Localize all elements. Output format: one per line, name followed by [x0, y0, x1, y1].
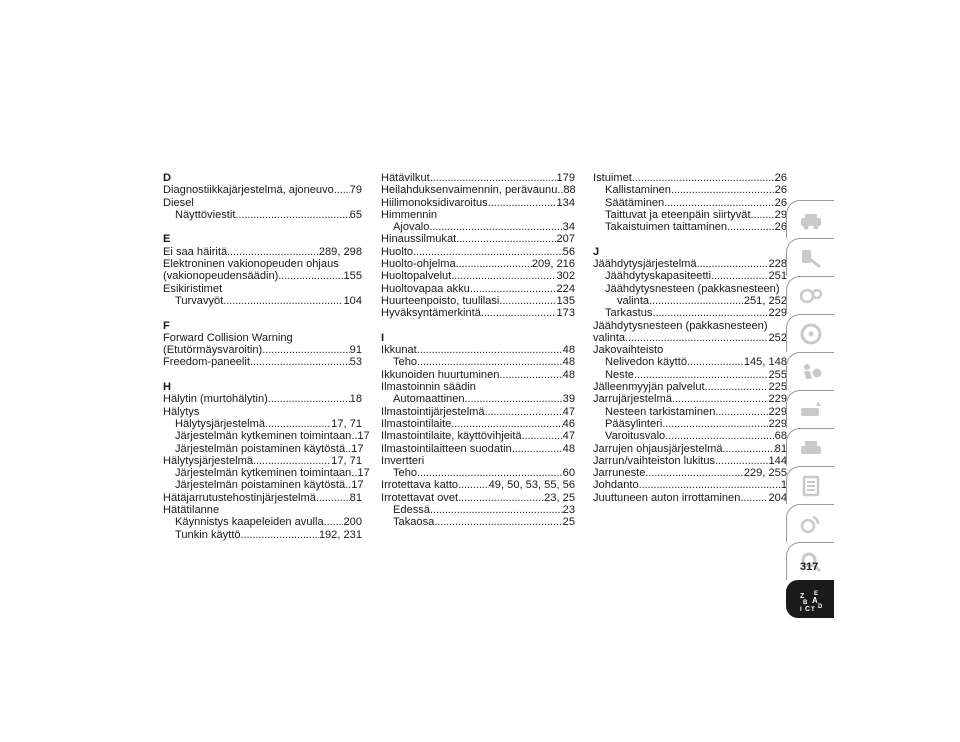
index-entry[interactable]: Ilmastointilaite, käyttövihjeitä . . . 47 [381, 430, 575, 442]
index-entry[interactable]: Jälleenmyyjän palvelut . . . 225 [593, 381, 787, 393]
index-subentry[interactable]: Järjestelmän poistaminen käytöstä . . . 17 [163, 443, 362, 455]
index-entry[interactable]: Ilmastointijärjestelmä . . . 47 [381, 406, 575, 418]
index-entry[interactable]: Hätävilkut . . . 179 [381, 172, 575, 184]
index-entry[interactable]: Diagnostiikkajärjestelmä, ajoneuvo . . . 79 [163, 184, 362, 196]
steering-wheel-icon [798, 321, 824, 347]
multimedia-icon [798, 511, 824, 537]
index-entry[interactable]: Heilahduksenvaimennin, perävaunu . . . 88 [381, 184, 575, 196]
index-subentry[interactable]: Hälytysjärjestelmä . . . 17, 71 [163, 418, 362, 430]
index-entry[interactable]: Hinaussilmukat . . . 207 [381, 233, 575, 245]
index-entry[interactable]: Hälytysjärjestelmä . . . 17, 71 [163, 455, 362, 467]
index-subentry[interactable]: Teho . . . 60 [381, 467, 575, 479]
index-entry[interactable]: Irrotettava katto . . . 49, 50, 53, 55, 56 [381, 479, 575, 491]
index-entry: Hälytys [163, 405, 200, 418]
index-icon [798, 587, 824, 613]
index-entry: Forward Collision Warning [163, 331, 293, 344]
index-subentry[interactable]: Tunkin käyttö . . . 192, 231 [163, 529, 362, 541]
index-letter-e: E [813, 590, 818, 597]
chapter-tab-service[interactable] [786, 428, 834, 466]
index-entry[interactable]: Irrotettavat ovet . . . 23, 25 [381, 492, 575, 504]
chapter-tab-keys[interactable] [786, 238, 834, 276]
index-entry[interactable]: Istuimet . . . 26 [593, 172, 787, 184]
index-subentry[interactable]: Automaattinen . . . 39 [381, 393, 575, 405]
index-entry[interactable]: Johdanto . . . 1 [593, 479, 787, 491]
index-subentry[interactable]: Edessä . . . 23 [381, 504, 575, 516]
index-subentry[interactable]: Takaistuimen taittaminen . . . 26 [593, 221, 787, 233]
section-letter: F [163, 319, 170, 332]
index-subentry[interactable]: Näyttöviestit . . . 65 [163, 209, 362, 221]
index-entry: Jäähdytysnesteen (pakkasnesteen) [593, 319, 768, 332]
index-entry[interactable]: Jarrun/vaihteiston lukitus . . . 144 [593, 455, 787, 467]
chapter-tab-index[interactable] [786, 580, 834, 618]
index-entry[interactable]: Jarruneste . . . 229, 255 [593, 467, 787, 479]
car-key-icon [798, 245, 824, 271]
service-car-icon [798, 435, 824, 461]
gauge-icon [798, 283, 824, 309]
index-entry: Jakovaihteisto [593, 344, 664, 357]
chapter-tab-safety[interactable] [786, 352, 834, 390]
index-letter-b: B [802, 599, 807, 606]
index-entry[interactable]: Jarrujärjestelmä . . . 229 [593, 393, 787, 405]
airbag-icon [798, 359, 824, 385]
index-subentry[interactable]: Järjestelmän kytkeminen toimintaan . . . 17 [163, 430, 362, 442]
index-entry[interactable]: Jäähdytysjärjestelmä . . . 228 [593, 258, 787, 270]
index-entry[interactable]: Jarrujen ohjausjärjestelmä . . . 81 [593, 443, 787, 455]
index-subentry[interactable]: Teho . . . 48 [381, 356, 575, 368]
index-column-1 [163, 172, 370, 541]
index-subentry[interactable]: Nesteen tarkistaminen . . . 229 [593, 406, 787, 418]
index-subentry[interactable]: Nelivedon käyttö . . . 145, 148 [593, 356, 787, 368]
index-letter-t: T [810, 606, 815, 613]
index-subentry[interactable]: Ajovalo . . . 34 [381, 221, 575, 233]
index-subentry[interactable]: Neste . . . 255 [593, 369, 787, 381]
index-subentry[interactable]: Taittuvat ja eteenpäin siirtyvät . . . 29 [593, 209, 787, 221]
section-letter: I [381, 331, 385, 344]
index-entry[interactable]: (vakionopeudensäädin) . . . 155 [163, 270, 362, 282]
index-subentry: Jäähdytysnesteen (pakkasnesteen) [605, 282, 780, 295]
index-subentry[interactable]: Säätäminen . . . 26 [593, 197, 787, 209]
index-subentry[interactable]: Kallistaminen . . . 26 [593, 184, 787, 196]
index-subentry[interactable]: Jäähdytyskapasiteetti . . . 251 [593, 270, 787, 282]
spec-list-icon [798, 473, 824, 499]
index-entry[interactable]: Huurteenpoisto, tuulilasi . . . 135 [381, 295, 575, 307]
index-entry[interactable]: (Etutörmäysvaroitin) . . . 91 [163, 344, 362, 356]
index-subentry[interactable]: Järjestelmän poistaminen käytöstä . . . 17 [163, 479, 362, 491]
car-info-icon [798, 207, 824, 233]
index-entry[interactable]: Ilmastointilaitteen suodatin . . . 48 [381, 443, 575, 455]
index-letter-c: C [804, 605, 810, 613]
index-entry[interactable]: Juuttuneen auton irrottaminen . . . 204 [593, 492, 787, 504]
section-letter: J [593, 245, 600, 258]
index-entry[interactable]: Hyväksyntämerkintä . . . 173 [381, 307, 575, 319]
index-entry[interactable]: Huolto-ohjelma . . . 209, 216 [381, 258, 575, 270]
index-entry: Ilmastoinnin säädin [381, 381, 476, 394]
index-subentry[interactable]: Käynnistys kaapeleiden avulla . . . 200 [163, 516, 362, 528]
index-letter-z: Z [799, 592, 804, 600]
index-letter-i: I [799, 606, 802, 613]
index-entry[interactable]: Ikkunoiden huurtuminen . . . 48 [381, 369, 575, 381]
index-entry[interactable]: Ikkunat . . . 48 [381, 344, 575, 356]
index-entry[interactable]: Huolto . . . 56 [381, 246, 575, 258]
index-entry: Esikiristimet [163, 282, 223, 295]
index-subentry[interactable]: Turvavyöt . . . 104 [163, 295, 362, 307]
index-entry[interactable]: Huoltovapaa akku . . . 224 [381, 283, 575, 295]
index-entry: Invertteri [381, 454, 425, 467]
index-subentry[interactable]: valinta . . . 251, 252 [593, 295, 787, 307]
chapter-tab-vehicle[interactable] [786, 200, 834, 238]
index-subentry[interactable]: Järjestelmän kytkeminen toimintaan . . . 17 [163, 467, 362, 479]
index-entry: Elektroninen vakionopeuden ohjaus [163, 258, 339, 271]
section-letter: H [163, 381, 172, 394]
car-crash-icon [798, 397, 824, 423]
index-entry[interactable]: Hiilimonoksidivaroitus . . . 134 [381, 197, 575, 209]
chapter-tab-dashboard[interactable] [786, 276, 834, 314]
index-subentry[interactable]: Varoitusvalo . . . 68 [593, 430, 787, 442]
index-column-2 [381, 172, 575, 529]
index-entry[interactable]: valinta . . . 252 [593, 332, 787, 344]
chapter-tab-specifications[interactable] [786, 466, 834, 504]
section-letter: D [163, 172, 172, 184]
index-entry: Himmennin [381, 208, 438, 221]
chapter-tab-driving[interactable] [786, 314, 834, 352]
index-entry[interactable]: Freedom-paneelit . . . 53 [163, 356, 362, 368]
index-entry[interactable]: Huoltopalvelut . . . 302 [381, 270, 575, 282]
page-number: 317 [800, 561, 819, 573]
index-entry: Hätätilanne [163, 504, 220, 517]
index-subentry[interactable]: Takaosa . . . 25 [381, 516, 575, 528]
index-letter-a: A [811, 595, 818, 605]
index-entry[interactable]: Hätäjarrutustehostinjärjestelmä . . . 81 [163, 492, 362, 504]
index-entry[interactable]: Ei saa häiritä . . . 289, 298 [163, 246, 362, 258]
section-letter: E [163, 233, 171, 246]
index-subentry[interactable]: Tarkastus . . . 229 [593, 307, 787, 319]
chapter-tab-multimedia[interactable] [786, 504, 834, 542]
chapter-tab-emergency[interactable] [786, 390, 834, 428]
index-entry: Diesel [163, 196, 194, 209]
index-letter-d: D [817, 603, 822, 610]
index-subentry[interactable]: Pääsylinteri . . . 229 [593, 418, 787, 430]
index-entry[interactable]: Ilmastointilaite . . . 46 [381, 418, 575, 430]
index-column-3 [593, 172, 787, 504]
index-entry[interactable]: Hälytin (murtohälytin) . . . 18 [163, 393, 362, 405]
